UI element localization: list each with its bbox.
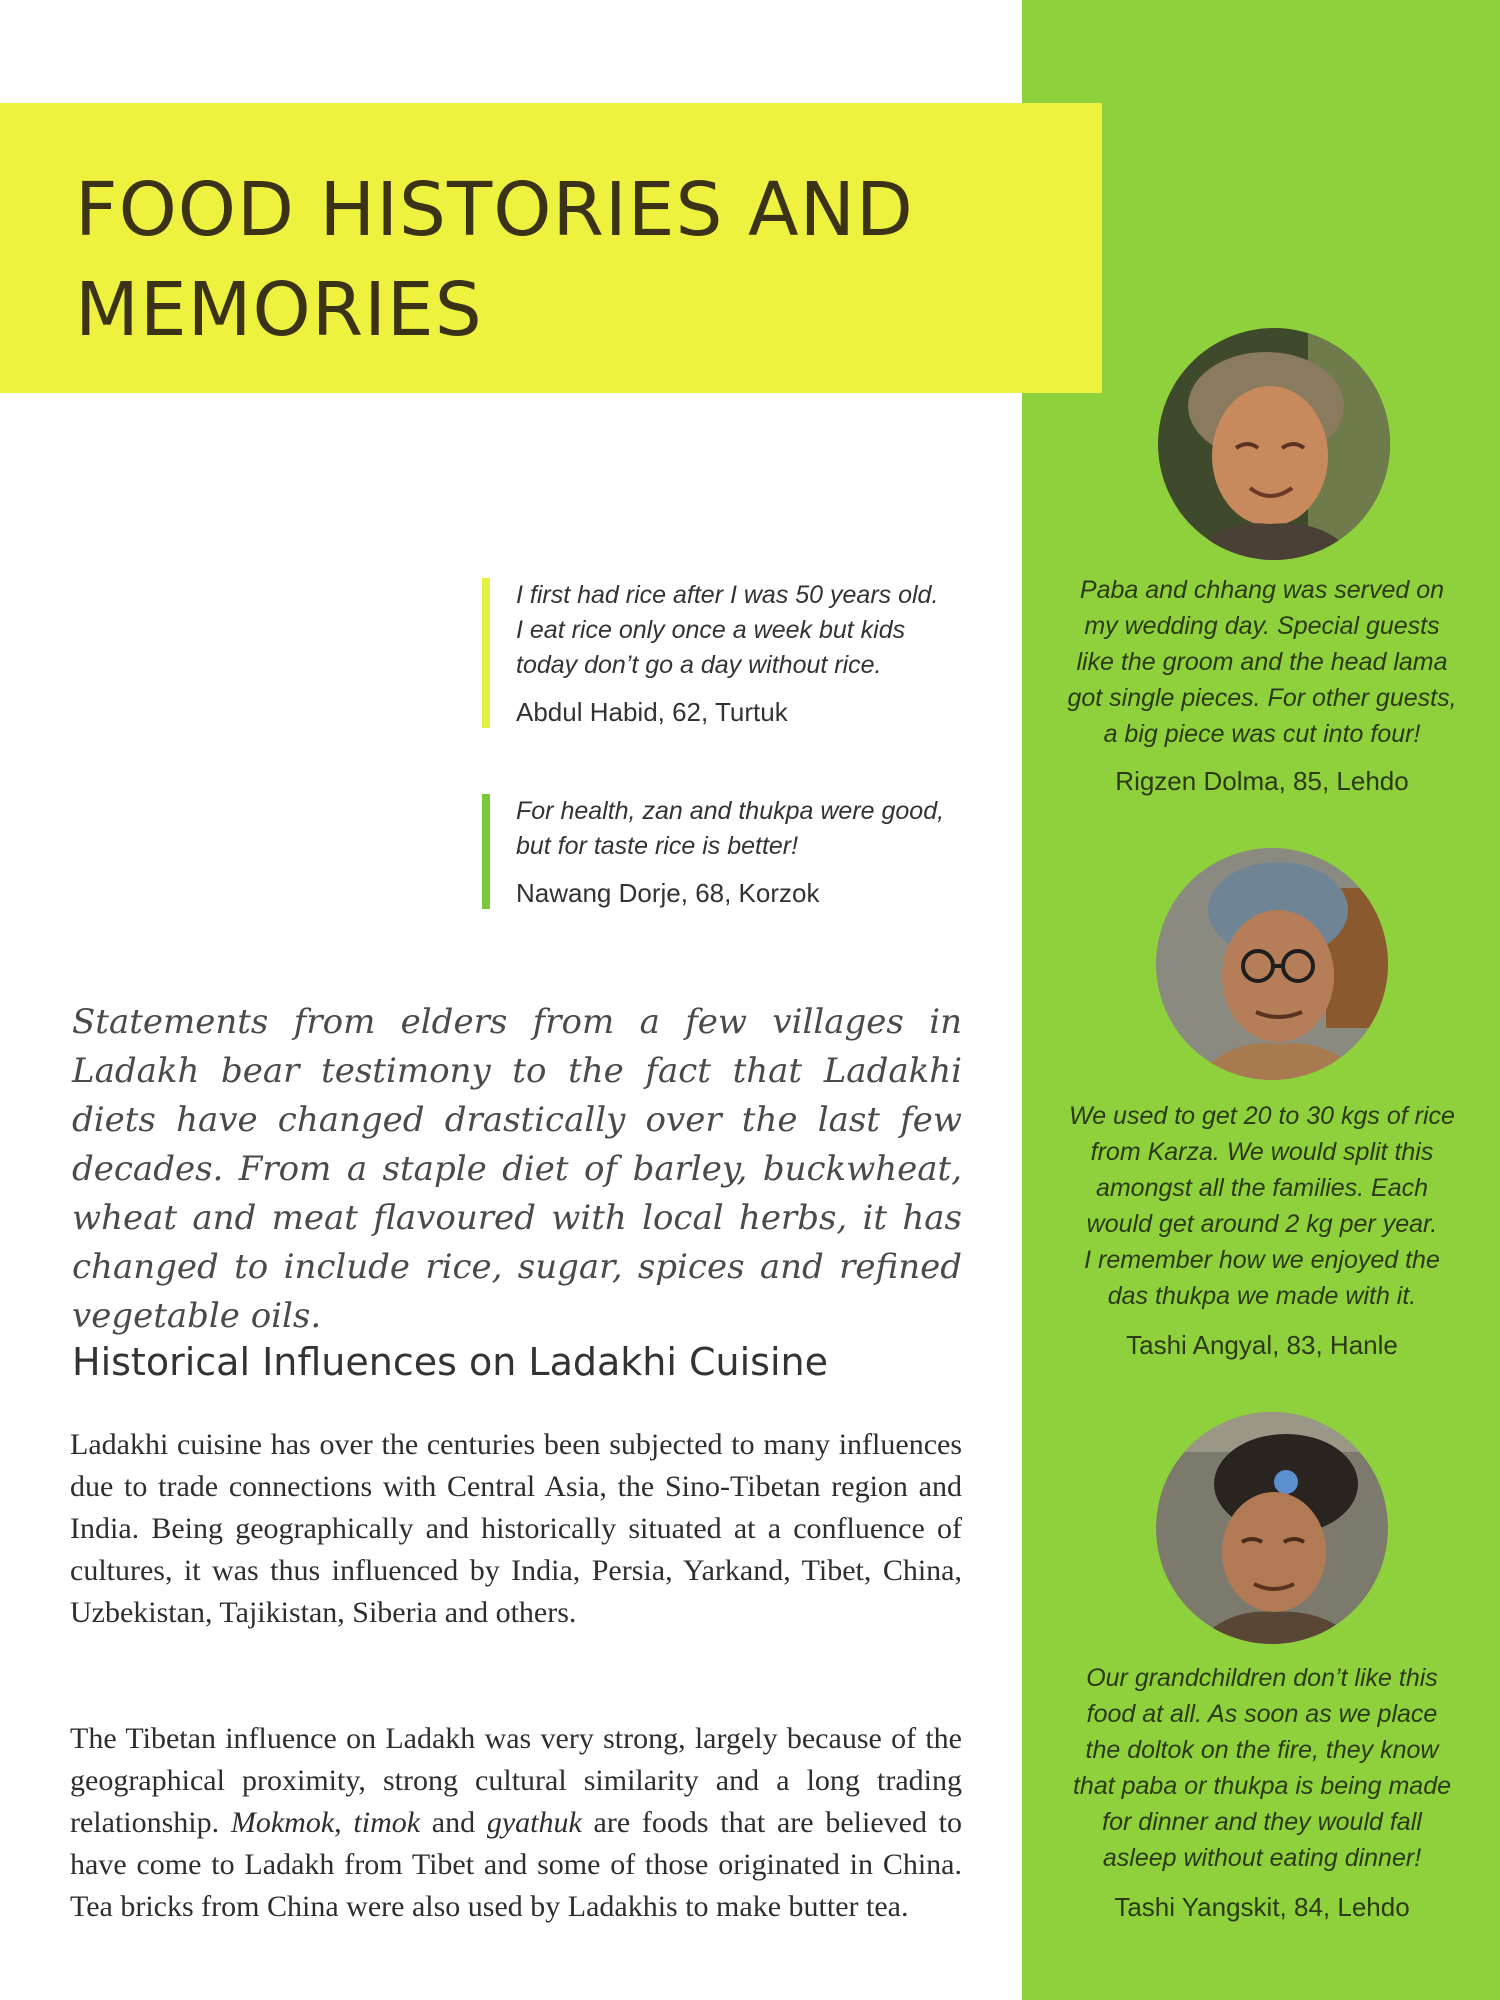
pull-quote bbox=[482, 794, 1036, 909]
pull-quote-attribution: Abdul Habid, 62, Turtuk bbox=[516, 697, 788, 727]
portrait-photo bbox=[1156, 1412, 1388, 1644]
portrait-photo bbox=[1158, 328, 1390, 560]
pull-quote-text: For health, zan and thukpa were good, but for taste rice is better! bbox=[516, 797, 945, 860]
sidebar-quote-text: We used to get 20 to 30 kgs of rice from Karza. We would split this amongst all the families. Each would get around 2 kg per year. I remember how we enjoyed the das thukpa we made with it. bbox=[1069, 1102, 1455, 1310]
sidebar-quote-text: Paba and chhang was served on my wedding day. Special guests like the groom and the head lama got single pieces. For other guests, a big piece was cut into four! bbox=[1067, 576, 1457, 748]
body-text: , bbox=[334, 1806, 354, 1839]
pull-quote-attribution: Nawang Dorje, 68, Korzok bbox=[516, 878, 820, 908]
body-text: and bbox=[420, 1806, 487, 1839]
section-heading: Historical Influences on Ladakhi Cuisine bbox=[72, 1340, 828, 1384]
food-term: gyathuk bbox=[486, 1806, 582, 1839]
pull-quote bbox=[482, 578, 1036, 728]
sidebar-quote-attribution: Rigzen Dolma, 85, Lehdo bbox=[1115, 766, 1409, 796]
food-term: Mokmok bbox=[230, 1806, 335, 1839]
body-paragraph: Ladakhi cuisine has over the centuries been subjected to many influences due to trade connections with Central Asia, the Sino-Tibetan region and India. Being geographically and historically situated at a confluence of cultures, it was thus influenced by India, Persia, Yarkand, Tibet, China, Uzbekistan, Tajikistan, Siberia and others. bbox=[70, 1428, 962, 1629]
pull-quote-text: I first had rice after I was 50 years old. I eat rice only once a week but kids today don’t go a day without rice. bbox=[516, 581, 939, 679]
sidebar-quote-text: Our grandchildren don’t like this food at all. As soon as we place the doltok on the fire, they know that paba or thukpa is being made for dinner and they would fall asleep without eating dinner! bbox=[1072, 1664, 1452, 1872]
body-paragraph bbox=[70, 1718, 962, 1928]
body-text: The Tibetan influence on Ladakh was very strong, largely because of the geographical proximity, strong cultural similarity and a long trading relationship. bbox=[70, 1722, 962, 1839]
page-title bbox=[75, 160, 1075, 360]
food-term: timok bbox=[353, 1806, 421, 1839]
sidebar-quote-attribution: Tashi Angyal, 83, Hanle bbox=[1126, 1330, 1398, 1360]
title-line-1: FOOD HISTORIES AND bbox=[75, 167, 914, 253]
title-line-2: MEMORIES bbox=[75, 267, 483, 353]
portrait-photo bbox=[1156, 848, 1388, 1080]
intro-paragraph: Statements from elders from a few villages in Ladakh bear testimony to the fact that Ladakhi diets have changed drastically over the last few decades. From a staple diet of barley, buckwheat, wheat and meat flavoured with local herbs, it has changed to include rice, sugar, spices and refined vegetable oils. bbox=[72, 1002, 962, 1336]
body-text: are foods that are believed to have come to Ladakh from Tibet and some of those originated in China. Tea bricks from China were also used by Ladakhis to make butter tea. bbox=[70, 1806, 963, 1923]
sidebar-quote-attribution: Tashi Yangskit, 84, Lehdo bbox=[1114, 1892, 1410, 1922]
